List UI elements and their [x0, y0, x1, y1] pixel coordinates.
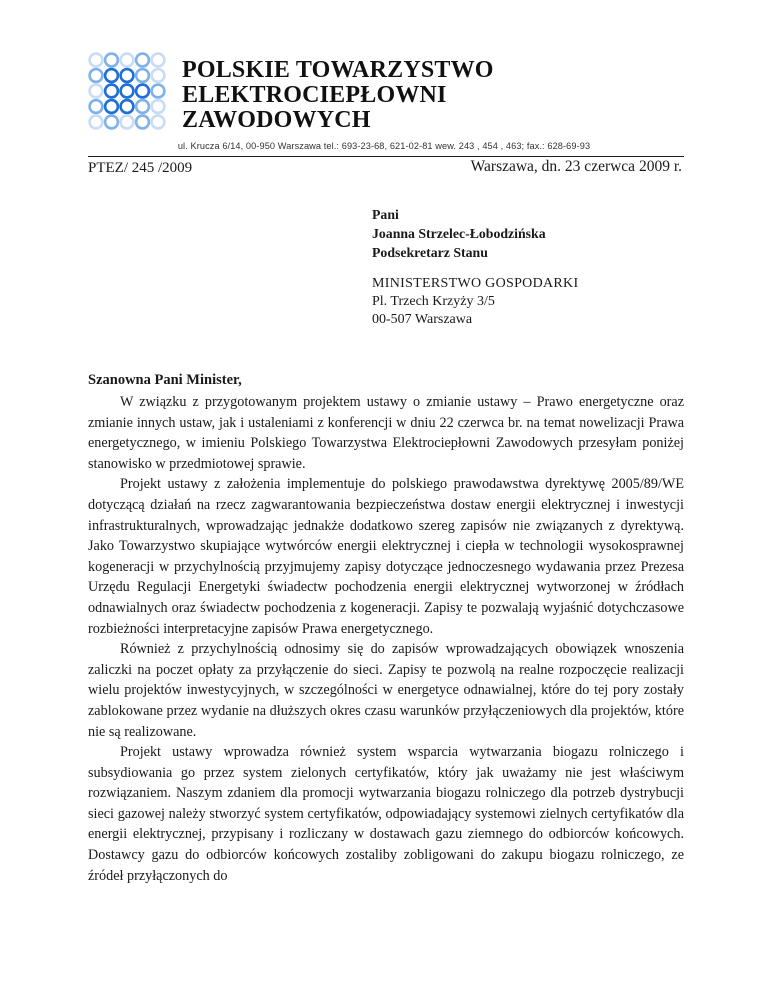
org-name-line-3: ZAWODOWYCH [182, 107, 371, 133]
paragraph-3: Również z przychylnością odnosimy się do zapisów wprowadzających obowiązek wnoszenia zaliczki na poczet opłaty za przyłączenie do sieci. Zapisy te pozwolą na realne rozpoczęcie realizacji wielu projektów inwestycyjnych, w szczególności w energetyce odnawialnej, które do tej pory zostały zablokowane przez wydanie na dłuższych okres czasu warunków przyłączeniowych dla projektów, które nie są realizowane. [88, 641, 684, 740]
logo-dot [121, 85, 134, 98]
place-and-date: Warszawa, dn. 23 czerwca 2009 r. [470, 158, 682, 175]
logo-dot [136, 69, 149, 82]
logo-dot [136, 85, 149, 98]
logo-dot [121, 69, 134, 82]
recipient-line-2: Joanna Strzelec-Łobodzińska [372, 226, 546, 241]
paragraph-2: Projekt ustawy z założenia implementuje do polskiego prawodawstwa dyrektywę 2005/89/WE dotyczącą działań na rzecz zagwarantowania bezpieczeństwa dostaw energii elektrycznej i inwestycji infrastrukturalnych, wprowadzając jednakże dodatkowo szereg zapisów nie związanych z dyrektywą. Jako Towarzystwo skupiające wytwórców energii elektrycznej i ciepła w technologii wysokosprawnej kogeneracji w przychylnością przyjmujemy zapisy dotyczące jednoczesnego wydawania przez Prezesa Urzędu Regulacji Energetyki świadectw pochodzenia energii elektrycznej wytworzonej w źródłach odnawialnych oraz świadectw pochodzenia z kogeneracji. Zapisy te pozwalają wyjaśnić dotychczasowe rozbieżności interpretacyjne zapisów Prawa energetycznego. [88, 476, 684, 637]
logo-dot [152, 69, 165, 82]
logo-dot [90, 100, 103, 113]
org-name-line-2: ELEKTROCIEPŁOWNI [182, 82, 447, 108]
paragraph-1: W związku z przygotowanym projektem ustawy o zmianie ustawy – Prawo energetyczne oraz zmianie innych ustaw, jak i ustaleniami z konferencji w dniu 22 czerwca br. na temat nowelizacji Prawa energetycznego, w imieniu Polskiego Towarzystwa Elektrociepłowni Zawodowych przesyłam poniżej stanowisko w przedmiotowej sprawie. [88, 394, 684, 472]
logo-dot [136, 116, 149, 129]
logo-dot [105, 116, 118, 129]
logo-dots-icon [88, 52, 168, 132]
logo-dot [90, 116, 103, 129]
logo-dot [152, 116, 165, 129]
logo-dot [121, 54, 134, 67]
logo-dot [105, 100, 118, 113]
recipient-block [372, 205, 546, 262]
reference-number: PTEZ/ 245 /2009 [88, 160, 193, 176]
ministry-address-block [372, 275, 578, 329]
logo-dot [152, 100, 165, 113]
recipient-line-3: Podsekretarz Stanu [372, 245, 488, 260]
logo-dot [121, 116, 134, 129]
logo-dot [90, 54, 103, 67]
header-divider [88, 156, 684, 157]
logo-dot [90, 85, 103, 98]
recipient-line-1: Pani [372, 207, 399, 222]
logo-dot [90, 69, 103, 82]
org-name-line-1: POLSKIE TOWARZYSTWO [182, 57, 494, 83]
logo-dot [136, 100, 149, 113]
logo-dot [152, 85, 165, 98]
logo-dot [121, 100, 134, 113]
logo-dot [105, 85, 118, 98]
ministry-name: MINISTERSTWO GOSPODARKI [372, 276, 579, 291]
logo-dot [136, 54, 149, 67]
logo-dot [105, 69, 118, 82]
organization-address: ul. Krucza 6/14, 00-950 Warszawa tel.: 693-23-68, 621-02-81 wew. 243 , 454 , 463; fax.: 628-69-93 [177, 141, 591, 151]
logo-dot [105, 54, 118, 67]
letter-body [88, 392, 684, 886]
organization-name [182, 58, 494, 133]
ministry-street: Pl. Trzech Krzyży 3/5 [372, 294, 495, 309]
ministry-city: 00-507 Warszawa [372, 312, 473, 327]
logo-dot [152, 54, 165, 67]
paragraph-4: Projekt ustawy wprowadza również system wsparcia wytwarzania biogazu rolniczego i subsydiowania go przez system zielonych certyfikatów, który jak uważamy nie jest właściwym rozwiązaniem. Naszym zdaniem dla promocji wytwarzania biogazu rolniczego dla potrzeb dystrybucji sieci gazowej należy stworzyć system certyfikatów, odpowiadający systemowi zielnych certyfikatów dla energii elektrycznej, przypisany i rozliczany w dostawach gazu ziemnego do odbiorców końcowych. Dostawcy gazu do odbiorców końcowych zostaliby zobligowani do zakupu biogazu rolniczego, ze źródeł przyłączonych do [88, 744, 684, 884]
salutation: Szanowna Pani Minister, [88, 372, 242, 388]
